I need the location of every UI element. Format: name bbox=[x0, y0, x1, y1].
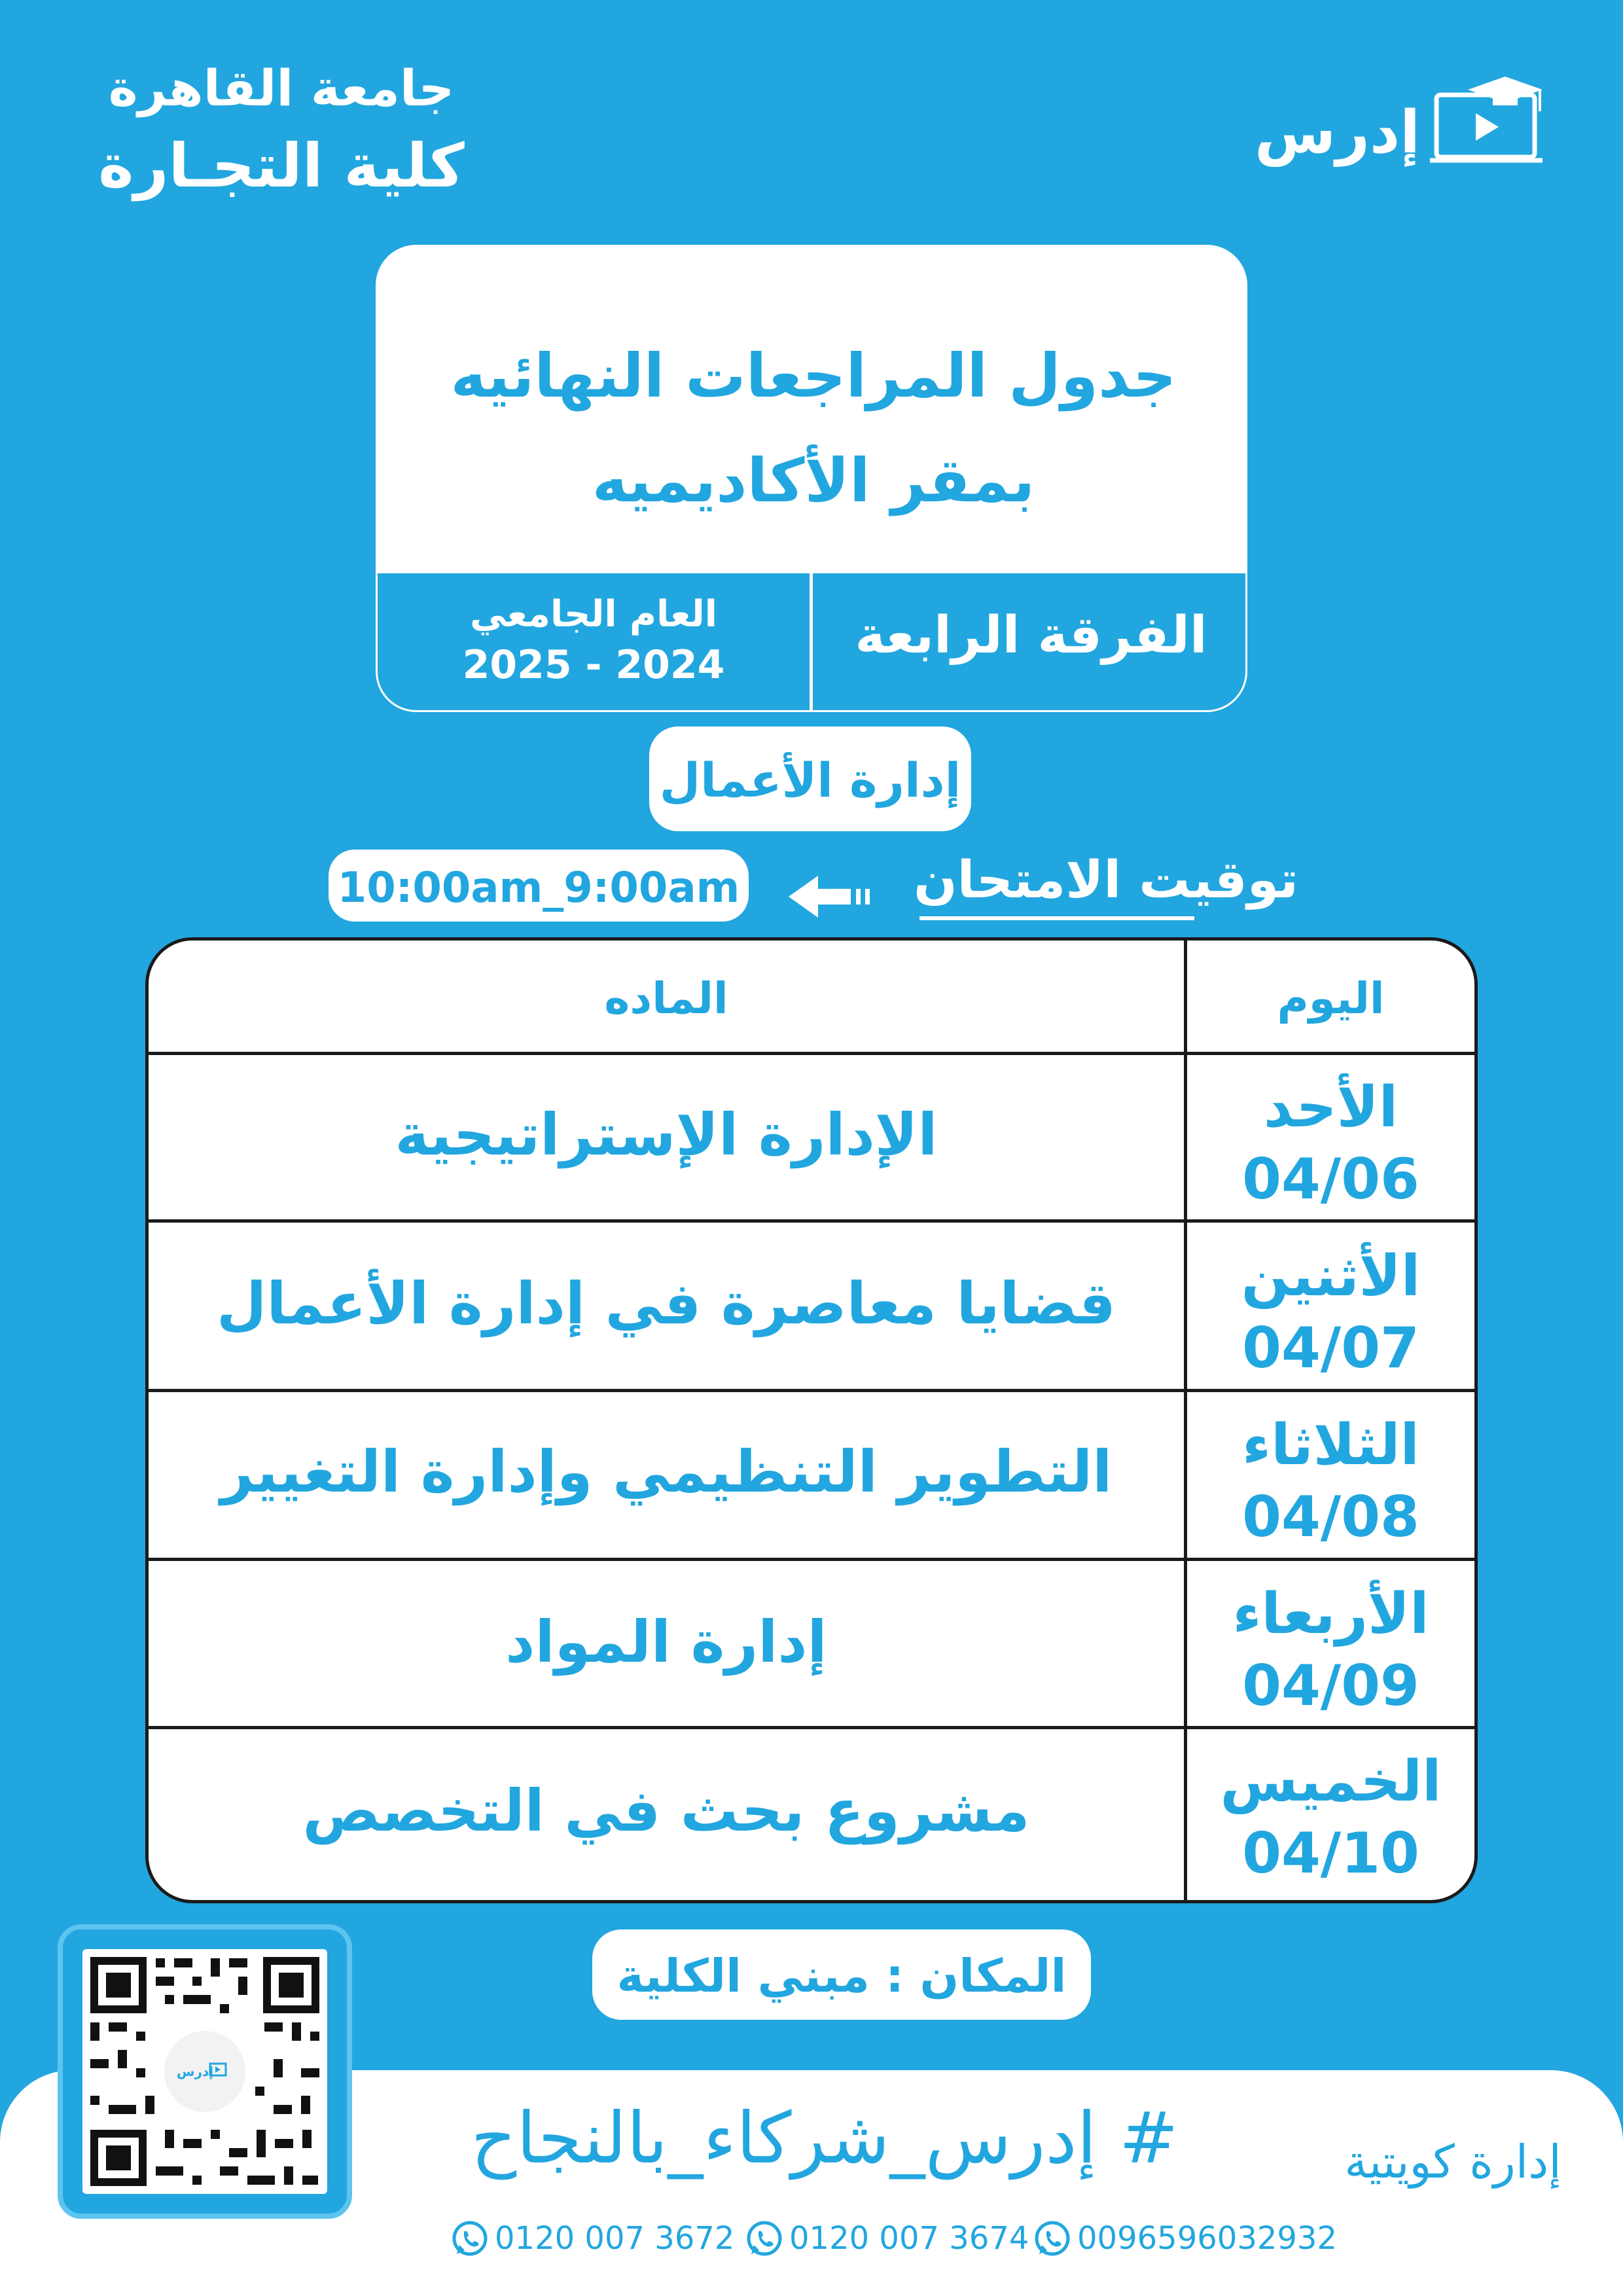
day-date: 04/10 bbox=[1242, 1821, 1419, 1886]
phone-contact[interactable] bbox=[746, 2215, 1029, 2261]
phone-contact[interactable] bbox=[452, 2215, 734, 2261]
university-name: جامعة القاهرة bbox=[108, 59, 455, 117]
day-name: الثلاثاء bbox=[1242, 1412, 1419, 1478]
title-line-2: بمقر الأكاديميه bbox=[592, 446, 1035, 516]
table-divider bbox=[149, 1726, 1478, 1729]
table-row-day bbox=[1187, 1746, 1474, 1890]
day-name: الأحد bbox=[1263, 1075, 1399, 1140]
day-date: 04/07 bbox=[1242, 1316, 1419, 1381]
table-header-day: اليوم bbox=[1277, 973, 1385, 1024]
table-row-day bbox=[1187, 1240, 1474, 1384]
schedule-table bbox=[145, 937, 1478, 1903]
table-row-subject: قضايا معاصرة في إدارة الأعمال bbox=[217, 1270, 1116, 1337]
qr-logo-text: إدرس bbox=[176, 2064, 214, 2079]
table-row-day bbox=[1187, 1578, 1474, 1722]
qr-code-icon bbox=[82, 1949, 327, 2194]
day-date: 04/08 bbox=[1242, 1484, 1419, 1550]
exam-time-value: 10:00am_9:00am bbox=[337, 864, 740, 912]
exam-time-label: توقيت الامتحان bbox=[914, 851, 1298, 910]
phone-contact[interactable] bbox=[1034, 2215, 1337, 2261]
table-divider bbox=[149, 1558, 1478, 1561]
exam-time-underline bbox=[919, 916, 1194, 920]
laptop-graduation-cap-icon bbox=[1430, 62, 1548, 167]
college-name: كلية التجـارة bbox=[98, 131, 465, 201]
day-name: الأربعاء bbox=[1232, 1581, 1429, 1647]
whatsapp-icon bbox=[452, 2220, 488, 2257]
exam-time-badge bbox=[329, 850, 749, 922]
phone-number: 0120 007 3674 bbox=[789, 2220, 1029, 2257]
phone-number: 0096596032932 bbox=[1077, 2220, 1338, 2257]
management-label: إدارة كويتية bbox=[1344, 2135, 1561, 2189]
title-line-1: جدول المراجعات النهائيه bbox=[450, 341, 1177, 411]
table-divider bbox=[149, 1389, 1478, 1392]
academic-year-value: 2025 - 2024 bbox=[462, 642, 725, 688]
qr-code-frame[interactable] bbox=[58, 1924, 352, 2219]
table-row-subject: إدارة المواد bbox=[505, 1608, 827, 1676]
grade-label: الفرقة الرابعة bbox=[855, 606, 1207, 665]
title-info-bar bbox=[378, 571, 1247, 712]
hashtag-slogan: # إدرس_شركاء_بالنجاح bbox=[471, 2098, 1179, 2179]
whatsapp-icon bbox=[746, 2220, 783, 2257]
day-date: 04/06 bbox=[1242, 1147, 1419, 1212]
day-date: 04/09 bbox=[1242, 1653, 1419, 1719]
location-label: المكان : مبني الكلية bbox=[616, 1949, 1067, 2003]
table-divider bbox=[149, 1052, 1478, 1055]
location-badge bbox=[592, 1929, 1091, 2020]
day-name: الأثنين bbox=[1241, 1244, 1421, 1309]
logo-text: إدرس bbox=[1254, 98, 1420, 167]
department-label: إدارة الأعمال bbox=[659, 753, 961, 808]
page-title bbox=[378, 324, 1247, 533]
title-card bbox=[376, 245, 1247, 712]
qr-code[interactable] bbox=[82, 1949, 327, 2194]
table-row-day bbox=[1187, 1409, 1474, 1553]
table-row-subject: مشروع بحث في التخصص bbox=[302, 1777, 1030, 1844]
phone-number: 0120 007 3672 bbox=[495, 2220, 735, 2257]
department-badge bbox=[649, 726, 971, 831]
whatsapp-icon bbox=[1034, 2220, 1071, 2257]
table-row-day bbox=[1187, 1071, 1474, 1215]
table-divider bbox=[149, 1219, 1478, 1223]
table-header-subject: الماده bbox=[604, 973, 728, 1024]
table-row-subject: التطوير التنظيمي وإدارة التغيير bbox=[220, 1438, 1113, 1505]
table-row-subject: الإدارة الإستراتيجية bbox=[395, 1101, 938, 1168]
academic-year-label: العام الجامعي bbox=[470, 593, 717, 636]
day-name: الخميس bbox=[1220, 1749, 1442, 1814]
arrow-left-icon bbox=[785, 870, 877, 923]
